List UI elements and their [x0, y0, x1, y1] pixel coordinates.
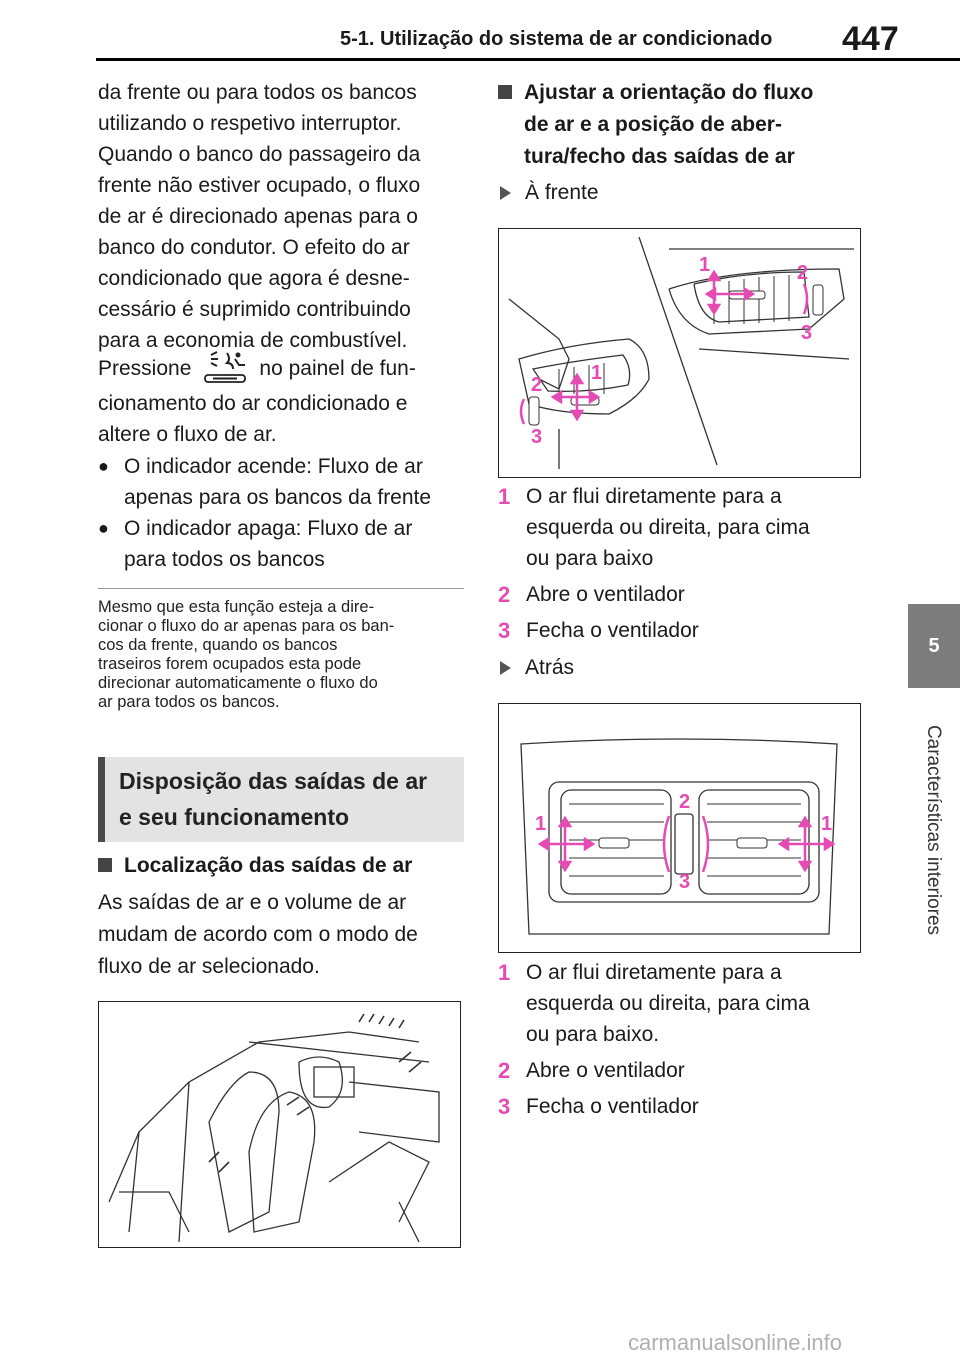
location-line: mudam de acordo com o modo de: [98, 923, 418, 946]
front-callout-1: 1: [699, 254, 711, 276]
item-line: Abre o ventilador: [526, 583, 685, 606]
item-line: Fecha o ventilador: [526, 619, 699, 642]
intro-line: cessário é suprimido contribuindo: [98, 298, 411, 321]
chapter-label: Características interiores: [923, 724, 944, 936]
front-callout-2b: 2: [531, 374, 543, 396]
front-item: [498, 579, 868, 610]
intro-paragraph: [98, 77, 468, 356]
square-bullet-icon: [98, 858, 112, 872]
intro-line: banco do condutor. O efeito do ar: [98, 236, 410, 259]
bullet-line: apenas para os bancos da frente: [124, 486, 432, 509]
rear-vents-illustration: [498, 703, 861, 953]
item-line: ou para baixo.: [526, 1023, 660, 1046]
rear-items-list: [498, 957, 868, 1122]
item-number: 2: [498, 1058, 511, 1083]
press-instruction: [98, 349, 478, 387]
front-callout-3: 3: [801, 322, 813, 344]
note-line: Mesmo que esta função esteja a dire-: [98, 598, 375, 616]
rear-callout-1-left: 1: [535, 813, 547, 835]
press-text-after: no painel de fun-: [259, 356, 416, 380]
item-line: ou para baixo: [526, 547, 654, 570]
note-line: ar para todos os bancos.: [98, 693, 280, 711]
bullet-item: [98, 451, 468, 513]
front-label: À frente: [525, 181, 599, 204]
item-number: 1: [498, 960, 511, 985]
front-callout-1b: 1: [591, 362, 603, 384]
watermark: carmanualsonline.info: [628, 1330, 843, 1355]
note-divider: [98, 588, 464, 589]
intro-line: para a economia de combustível.: [98, 329, 408, 352]
intro-line: condicionado que agora é desne-: [98, 267, 410, 290]
cabin-vents-illustration: [98, 1001, 461, 1248]
page-number: 447: [842, 20, 899, 58]
location-line: fluxo de ar selecionado.: [98, 955, 320, 978]
location-heading-text: Localização das saídas de ar: [124, 854, 413, 877]
front-vents-drawing: [499, 229, 859, 476]
rear-callout-1-right: 1: [821, 813, 833, 835]
press-line: cionamento do ar condicionado e: [98, 392, 408, 415]
triangle-bullet-icon: [500, 661, 511, 675]
item-line: O ar flui diretamente para a: [526, 961, 782, 984]
section-title-line: e seu funcionamento: [119, 804, 350, 830]
item-line: esquerda ou direita, para cima: [526, 516, 810, 539]
adjust-heading-line: tura/fecho das saídas de ar: [524, 145, 795, 168]
location-line: As saídas de ar e o volume de ar: [98, 891, 407, 914]
note-line: cos da frente, quando os bancos: [98, 636, 338, 654]
intro-line: da frente ou para todos os bancos: [98, 81, 417, 104]
section-title-box: [98, 757, 464, 842]
location-heading: [98, 850, 478, 881]
intro-line: Quando o banco do passageiro da: [98, 143, 421, 166]
rear-callout-2: 2: [679, 791, 691, 813]
note-line: traseiros forem ocupados esta pode: [98, 655, 362, 673]
item-line: Abre o ventilador: [526, 1059, 685, 1082]
intro-line: de ar é direcionado apenas para o: [98, 205, 418, 228]
front-items-list: [498, 481, 868, 646]
adjust-heading-line: de ar e a posição de aber-: [524, 113, 782, 136]
rear-vents-drawing: [499, 704, 859, 951]
press-line: altere o fluxo de ar.: [98, 423, 277, 446]
chapter-header-title: 5-1. Utilização do sistema de ar condicionado: [340, 28, 773, 50]
square-bullet-icon: [498, 85, 512, 99]
section-title-line: Disposição das saídas de ar: [119, 768, 428, 794]
rear-item: [498, 1091, 868, 1122]
note-line: direcionar automaticamente o fluxo do: [98, 674, 378, 692]
adjust-heading: [498, 77, 868, 172]
rear-item: [498, 957, 868, 1050]
adjust-heading-line: Ajustar a orientação do fluxo: [524, 81, 814, 104]
cabin-drawing: [99, 1002, 459, 1246]
press-text-before: Pressione: [98, 356, 192, 380]
item-line: Fecha o ventilador: [526, 1095, 699, 1118]
location-paragraph: [98, 887, 468, 983]
intro-line: utilizando o respetivo interruptor.: [98, 112, 402, 135]
note-text: [98, 598, 468, 712]
item-number: 2: [498, 582, 511, 607]
chapter-side-label: [898, 700, 960, 960]
intro-line: frente não estiver ocupado, o fluxo: [98, 174, 421, 197]
item-line: O ar flui diretamente para a: [526, 485, 782, 508]
rear-callout-3: 3: [679, 871, 691, 893]
triangle-bullet-icon: [500, 186, 511, 200]
indicator-bullets: [98, 451, 468, 575]
bullet-dot-icon: ●: [98, 456, 109, 476]
header-divider: [96, 58, 960, 61]
item-number: 3: [498, 1094, 511, 1119]
item-number: 1: [498, 484, 511, 509]
rear-label: Atrás: [525, 656, 575, 679]
front-callout-3b: 3: [531, 426, 543, 448]
item-number: 3: [498, 618, 511, 643]
bullet-line: para todos os bancos: [124, 548, 325, 571]
front-callout-2: 2: [797, 262, 809, 284]
press-continuation: [98, 388, 468, 450]
bullet-line: O indicador acende: Fluxo de ar: [124, 455, 423, 478]
note-line: cionar o fluxo do ar apenas para os ban-: [98, 617, 395, 635]
front-label-row: [500, 181, 599, 205]
item-line: esquerda ou direita, para cima: [526, 992, 810, 1015]
bullet-item: [98, 513, 468, 575]
front-item: [498, 615, 868, 646]
rear-item: [498, 1055, 868, 1086]
bullet-dot-icon: ●: [98, 518, 109, 538]
front-seat-airflow-button-icon: [197, 349, 253, 387]
front-item: [498, 481, 868, 574]
chapter-number: 5: [928, 634, 940, 657]
front-vents-illustration: [498, 228, 861, 478]
rear-label-row: [500, 656, 574, 680]
bullet-line: O indicador apaga: Fluxo de ar: [124, 517, 413, 540]
chapter-tab: [908, 604, 960, 688]
